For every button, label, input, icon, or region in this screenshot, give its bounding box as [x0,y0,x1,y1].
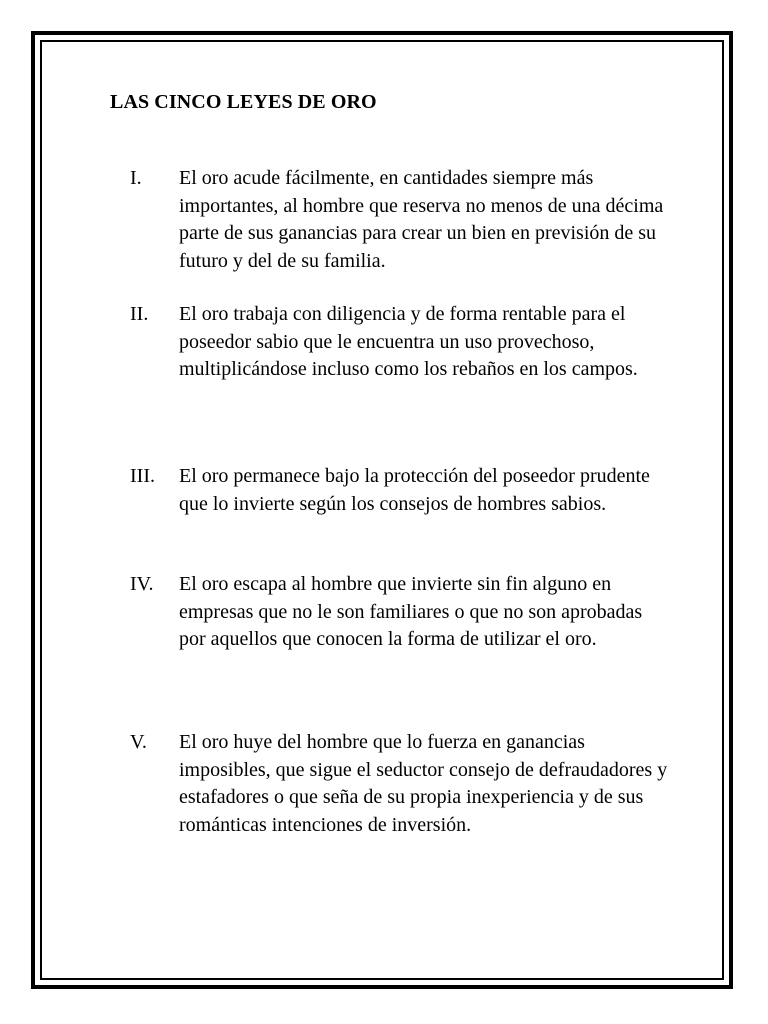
law-numeral: I. [130,167,142,189]
law-text: El oro permanece bajo la protección del poseedor prudente que lo invierte según los consejos de hombres sabios. [179,465,650,515]
law-text: El oro huye del hombre que lo fuerza en ganancias imposibles, que sigue el seductor consejo de defraudadores y estafadores o que seña de su propia inexperiencia y de sus románticas intenciones de inversión. [179,731,668,836]
law-numeral: IV. [130,573,154,595]
law-item-5 [130,729,670,839]
law-text: El oro escapa al hombre que invierte sin fin alguno en empresas que no le son familiares o que no son aprobadas por aquellos que conocen la forma de utilizar el oro. [179,573,643,650]
document-title: LAS CINCO LEYES DE ORO [110,91,377,113]
law-numeral: II. [130,303,149,325]
law-item-3 [130,463,670,518]
law-item-4 [130,571,670,654]
law-numeral: V. [130,731,147,753]
law-item-2 [130,301,670,384]
law-item-1 [130,165,670,275]
law-text: El oro trabaja con diligencia y de forma rentable para el poseedor sabio que le encuentra un uso provechoso, multiplicándose incluso como los rebaños en los campos. [179,303,638,380]
law-text: El oro acude fácilmente, en cantidades siempre más importantes, al hombre que reserva no menos de una décima parte de sus ganancias para crear un bien en previsión de su futuro y del de su familia. [179,167,664,272]
law-numeral: III. [130,465,155,487]
